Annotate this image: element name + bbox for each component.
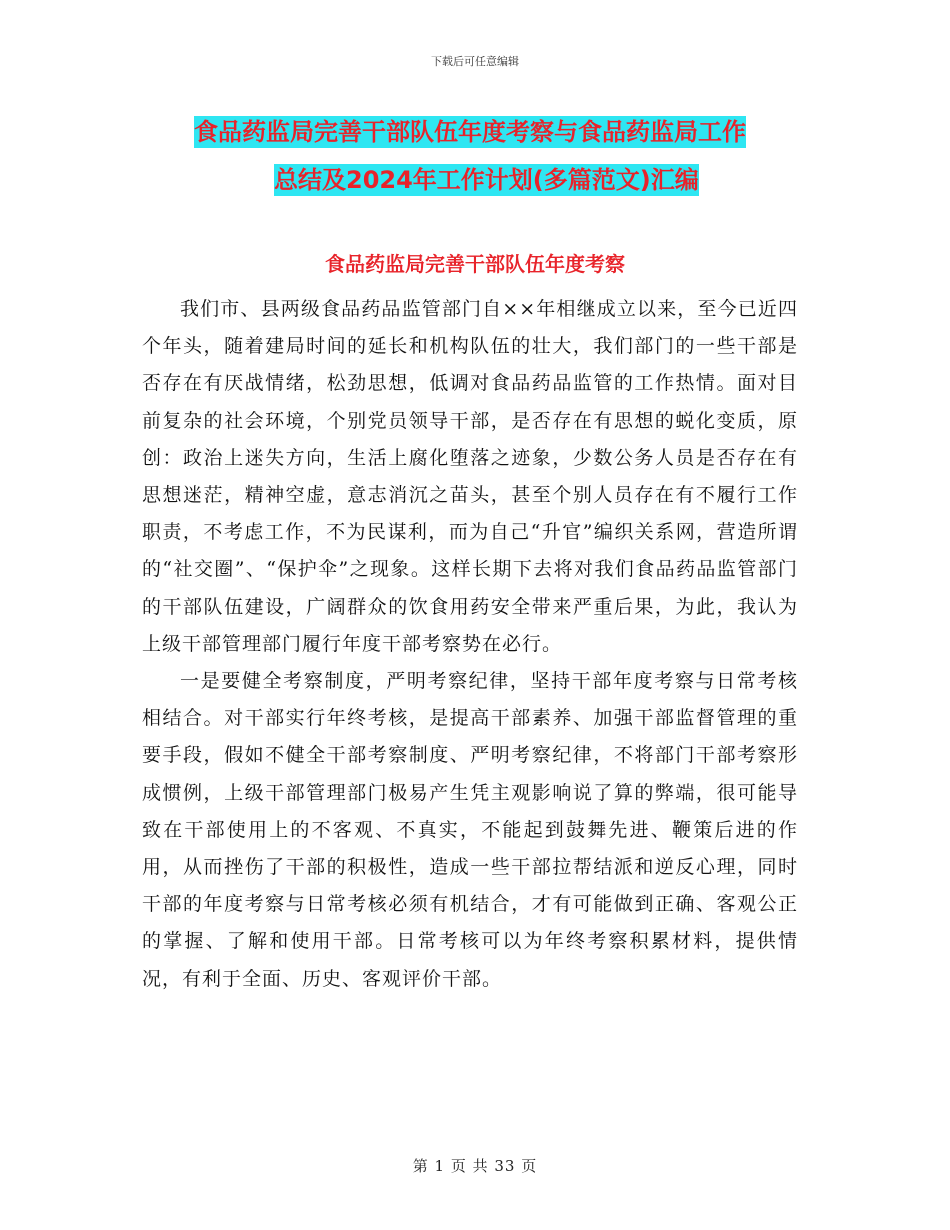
header-note: 下载后可任意编辑 [431,55,519,68]
section-title: 食品药监局完善干部队伍年度考察 [325,252,625,276]
document-title-line-2-text: 总结及2024年工作计划(多篇范文)汇编 [274,166,699,194]
paragraph-2: 一是要健全考察制度，严明考察纪律，坚持干部年度考察与日常考核相结合。对干部实行年终考核，是提高干部素养、加强干部监督管理的重要手段，假如不健全干部考察制度、严明考察纪律，不将部门干部考察形成惯例，上级干部管理部门极易产生凭主观影响说了算的弊端，很可能导致在干部使用上的不客观、不真实，不能起到鼓舞先进、鞭策后进的作用，从而挫伤了干部的积极性，造成一些干部拉帮结派和逆反心理，同时干部的年度考察与日常考核必须有机结合，才有可能做到正确、客观公正的掌握、了解和使用干部。日常考核可以为年终考察积累材料，提供情况，有利于全面、历史、客观评价干部。 [142,670,798,990]
page-number: 第 1 页 共 33 页 [412,1157,538,1175]
document-title [150,108,810,204]
document-title-line-2 [150,156,810,204]
document-body [142,291,798,998]
document-title-line-1-text: 食品药监局完善干部队伍年度考察与食品药监局工作 [194,118,746,146]
paragraph-1: 我们市、县两级食品药品监管部门自××年相继成立以来，至今已近四个年头，随着建局时间的延长和机构队伍的壮大，我们部门的一些干部是否存在有厌战情绪，松劲思想，低调对食品药品监管的工作热情。面对目前复杂的社会环境，个别党员领导干部，是否存在有思想的蜕化变质，原创：政治上迷失方向，生活上腐化堕落之迹象，少数公务人员是否存在有思想迷茫，精神空虚，意志消沉之苗头，甚至个别人员存在有不履行工作职责，不考虑工作，不为民谋利，而为自己“升官”编织关系网，营造所谓的“社交圈”、“保护伞”之现象。这样长期下去将对我们食品药品监管部门的干部队伍建设，广阔群众的饮食用药安全带来严重后果，为此，我认为上级干部管理部门履行年度干部考察势在必行。 [142,298,798,655]
document-title-line-1 [150,108,810,156]
